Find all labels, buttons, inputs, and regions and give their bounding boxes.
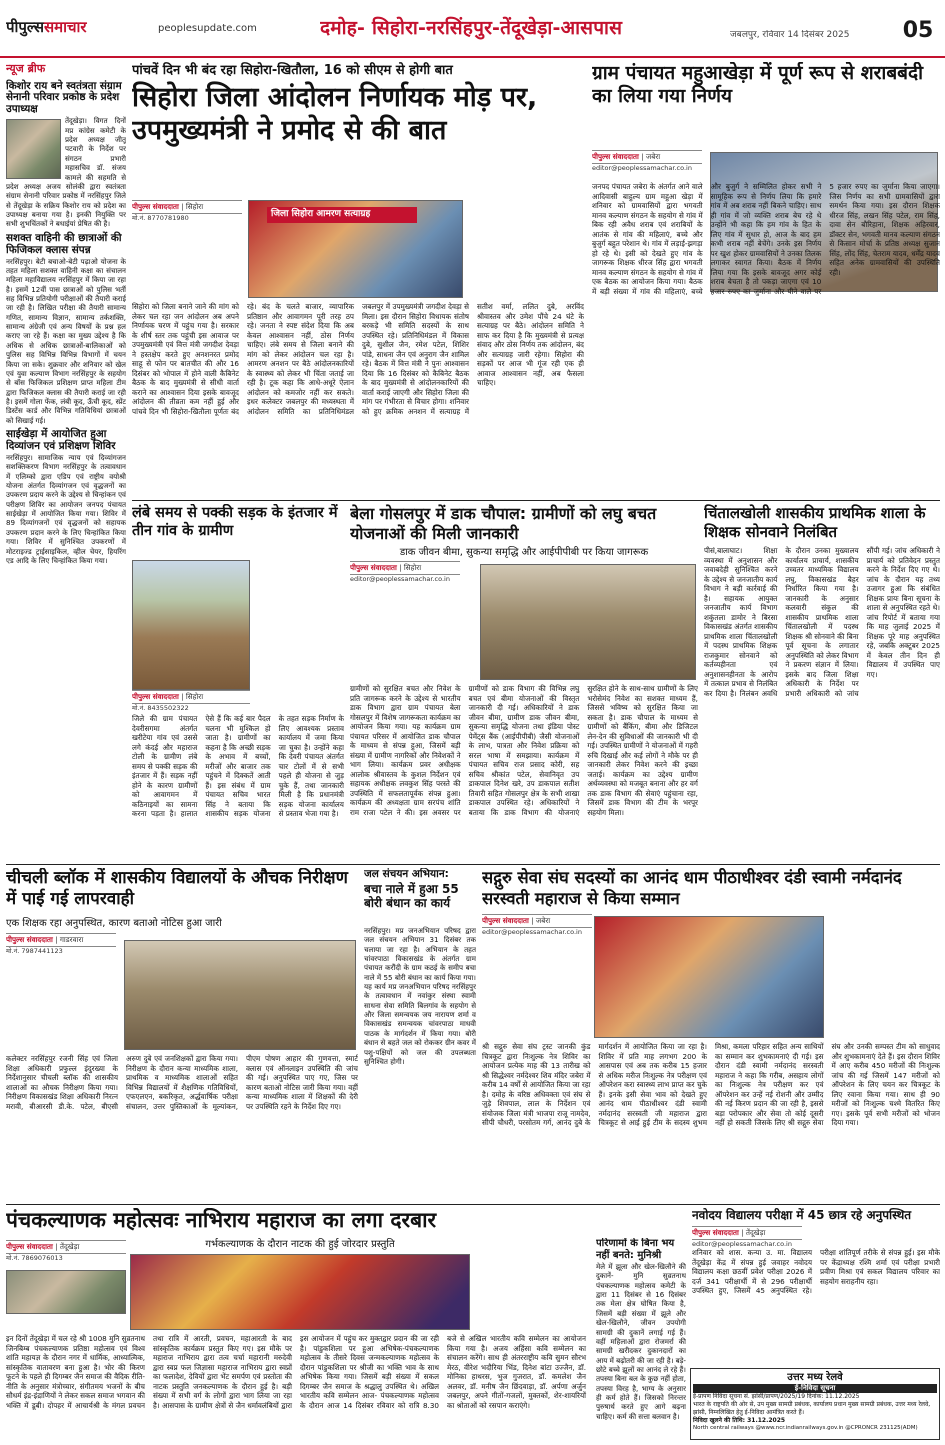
story-photo-meeting: [480, 564, 696, 680]
story-headline: ग्राम पंचायत महुआखेड़ा में पूर्ण रूप से शराबबंदी का लिया गया निर्णय: [592, 62, 924, 107]
story-kicker: पांचवें दिन भी बंद रहा सिहोरा-खितौला, 16 को सीएम से होगी बात: [132, 63, 453, 78]
byline-mobile: मो.नं. 7987441123: [6, 946, 63, 955]
brief-body: तेंदूखेड़ा। विगत दिनों मप्र कांग्रेस कमेटी के प्रदेश अध्यक्ष जीतू पटवारी के निर्देश पर संगठन प्रभारी महासचिव डॉ. संजय कामले की सहमति से प्रदेश अध्यक्ष अजय सोलंकी द्वारा स्वतंत्रता संग्राम सेनानी परिवार प्रकोष्ठ में नरसिंहपुर जिले से तेंदूखेड़ा के सक्रिय किशोर राय को प्रदेश का उपाध्यक्ष बनाया गया है। इनकी नियुक्ति पर सभी शुभचिंतकों ने बधाईयां प्रेषित की है।: [6, 116, 126, 229]
story-byline: पीपुल्स संवाददाता | जबेरा editor@peoplessamachar.co.in: [482, 914, 592, 936]
dateline: जबलपुर, रविवार 14 दिसंबर 2025: [730, 30, 850, 40]
story-byline: पीपुल्स संवाददाता | गाडरवारा मो.नं. 7987441123: [6, 933, 116, 955]
story-water-conservation: [364, 868, 476, 1200]
story-photo-classroom: [124, 940, 356, 1050]
byline-mobile: मो.नं. 7869076013: [6, 1253, 63, 1262]
story-headline: चिंतालखोली शासकीय प्राथमिक शाला के शिक्षक सोनवाने निलंबित: [704, 504, 926, 541]
ad-footer: North central railways @www.ncr.indianrailways.gov.in @CPRONCR 231125(ADM): [693, 1425, 918, 1432]
story-sadguru-seva: [482, 868, 940, 1200]
brief-headline: सशक्त वाहिनी की छात्राओं की फिजिकल क्लास संपन्न: [6, 231, 122, 256]
brief-body: नरसिंहपुर। बेटी बचाओ-बेटी पढ़ाओ योजना के तहत महिला सशक्त वाहिनी कक्षा का संचालन महिला महाविद्यालय नरसिंहपुर में किया जा रहा है। इसमें 12वीं पास छात्राओं को पुलिस भर्ती सह विभिन्न प्रतियोगी परीक्षाओं की तैयारी कराई जा रही है। लिखित परीक्षा की तैयारी सामान्य गणित, सामान्य विज्ञान, सामान्य तर्कशक्ति, सामान्य अंग्रेजी एवं अन्य विषयों के प्रश्न हल कराए जा रहे हैं। कक्षा का मुख्य उद्देश्य है कि अधिक से अधिक छात्राओं-बालिकाओं को पुलिस सह विभिन्न विभिन्न विभागों में चयन किया जा सके। शुक्रवार और शनिवार को खेल एवं युवा कल्याण विभाग नरसिंहपुर के सहयोग से बॉस फिजिकल प्रशिक्षण प्राप्त महिला टीम द्वारा फिजिकल क्लास की तैयारी कराई जा रही है। इसमें गोला फेंक, लंबी कूद, ऊँंची कूद, स्प्रेंट डिस्टेंस कार्ड और विभिन्न गतिविधियां छात्राओं को सिखाई गई।: [6, 256, 126, 425]
story-byline: पीपुल्स संवाददाता | सिहोरा मो.नं. 8435502322: [132, 690, 250, 712]
story-subhead: डाक जीवन बीमा, सुकन्या समृद्धि और आईपीपीबी पर किया जागरूक: [399, 547, 649, 558]
story-school-inspection: [6, 868, 358, 1200]
story-teacher-suspended: [704, 504, 940, 860]
story-photo-procession: [6, 1270, 126, 1314]
story-photo-felicitation: [594, 916, 824, 1038]
story-byline: पीपुल्स संवाददाता | सिहोरा editor@peoplessamachar.co.in: [350, 561, 460, 583]
byline-email: editor@peoplessamachar.co.in: [350, 574, 450, 583]
story-headline: चीचली ब्लॉक में शासकीय विद्यालयों के औचक निरीक्षण में पाई गई लापरवाही: [6, 868, 348, 910]
story-body: शनिवार को शास. कन्या उ. मा. विद्यालय तेंदूखेड़ा केंद्र में संपन्न हुई जवाहर नवोदय विद्यालय कक्षा छठवीं प्रवेश परीक्षा 2026 में दर्ज 341 परीक्षार्थी में से 296 परीक्षार्थी उपस्थित हुए, जिसमें 45 अनुपस्थित रहे। परीक्षा शांतिपूर्ण तरीके से संपन्न हुई। इस मौके पर केंद्राध्यक्ष रश्मि शर्मा एवं परीक्षा प्रभारी प्रवीण मिश्रा एवं सकल विद्यालय परिवार का सहयोग सराहनीय रहा।: [692, 1248, 940, 1296]
section-divider: [6, 864, 940, 865]
ad-title: उत्तर मध्य रेलवे: [787, 1372, 843, 1383]
story-kicker: जल संचयन अभियान:: [364, 868, 449, 880]
brief-portrait-photo: [6, 119, 61, 179]
website-label: peoplesupdate.com: [158, 23, 257, 34]
ad-subtitle: ई-निविदा सूचना: [693, 1384, 937, 1393]
story-byline: पीपुल्स संवाददाता | तेंदूखेड़ा मो.नं. 7869076013: [6, 1240, 126, 1262]
story-body: नरसिंहपुर। मप्र जनअभियान परिषद द्वारा जल संचयन अभियान 31 दिसंबर तक चलाया जा रहा है। अभियान के तहत चांवरपाठा विकासखंड के अंतर्गत ग्राम पंचायत करौंदी के ग्राम कठई के समीप बचा नाले में 55 बोरी बंधान का कार्य किया गया। यह कार्य मप्र जनअभियान परिषद नरसिंहपुर के तत्वावधान में नवांकुर संस्था स्वामी साधना सेवा समिति बिलगांव के सहयोग से और जिला समन्वयक जय नारायण शर्मा व विकासखंड समन्वयक चांवरपाठा माधवी पाठक के मार्गदर्शन में किया गया। बोरी बंधान से बहते जल को रोककर ग्रीन कवर में पशु-पक्षियों को जल की उपलब्धता सुनिश्चित होगी।: [364, 925, 476, 1066]
story-headline: नवोदय विद्यालय परीक्षा में 45 छात्र रहे अनुपस्थित: [692, 1208, 912, 1222]
story-headline: बेला गोसलपुर में डाक चौपाल: ग्रामीणों को लघु बचत योजनाओं की मिली जानकारी: [350, 504, 657, 543]
news-brief-tag: न्यूज ब्रीफ: [6, 62, 46, 75]
story-body: जिले की ग्राम पंचायत देवरीसगमा अंतर्गत खरीटेया गांव एवं उससे लगे कंदई और महाराज टोली के ग्रामीण लंबे समय से पक्की सड़क की इंतजार में हैं। सड़क नहीं होने के कारण ग्रामीणों को आवागमन में कठिनाइयों का सामना करना पड़ता है। हालात ऐसे हैं कि कई बार पैदल चलना भी मुश्किल हो जाता है। ग्रामीणों का कहना है कि अच्छी सड़क के अभाव में बच्चों, मरीजों और बाजार तक पहुंचने में दिक्कतें आती हैं। इस संबंध में ग्राम पंचायत सचिव भारत सिंह ने बताया कि शासकीय सड़क योजना के तहत सड़क निर्माण के लिए आवश्यक प्रस्ताव कार्यालय में जमा किया जा चुका है। उन्होंने कहा कि देवरी पंचायत अंतर्गत चार टोलों में से सभी पहले ही योजना से जुड़ चुके हैं, तथा जानकारी मिली है कि प्रधानमंत्री सड़क योजना कार्यालय से प्रस्ताव भेजा गया है।: [132, 714, 344, 818]
story-navodaya-exam: [692, 1208, 940, 1366]
masthead: [0, 0, 945, 58]
story-photo-protest: [248, 200, 463, 298]
brief-headline: साईखेड़ा में आयोजित हुआ दिव्यांजन एवं प्रशिक्षण शिविर: [6, 428, 116, 453]
story-subhead: एक शिक्षक रहा अनुपस्थित, कारण बताओ नोटिस हुआ जारी: [6, 918, 222, 929]
byline-mobile: मो.नं. 8770781980: [132, 213, 189, 222]
story-panchkalyanak: [6, 1208, 686, 1442]
byline-email: editor@peoplessamachar.co.in: [482, 927, 582, 936]
story-body: सिहोरा को जिला बनाने जाने की मांग को लेकर चल रहा जन आंदोलन अब अपने निर्णायक चरण में पहुंच गया है। सरकार के शीर्ष स्तर तक पहुंची इस आवाज पर उपमुख्यमंत्री एवं वित्त मंत्री जगदीश देवड़ा ने हस्तक्षेप करते हुए अनशनरत प्रमोद साहू से फोन पर बातचीत की और 16 दिसंबर को भोपाल में होने वाली कैबिनेट बैठक के बाद मुख्यमंत्री से सीधी वार्ता कराने का आश्वासन दिया इसके बावजूद आंदोलन की तीव्रता कम नहीं हुई और पांचवे दिन भी सिहोरा-खितौला पूर्णतः बंद रहे। बंद के चलते बाजार, व्यापारिक प्रतिष्ठान और आवागमन पूरी तरह ठप रहे। जनता ने स्पष्ट संदेश दिया कि अब केवल आश्वासन नहीं, ठोस निर्णय चाहिए। लंबे समय से जिला बनाने की मांग को लेकर आंदोलन चल रहा है। आमरण अनशन पर बैठे आंदोलनकारियों के स्वास्थ्य को लेकर भी चिंता जताई जा रही है। टूक कहा कि आधे-अधूरे ऐलान आंदोलन को कमजोर नहीं कर सकते। इधर कलेक्टर जबलपुर की मध्यस्थता में आंदोलन समिति का प्रतिनिधिमंडल जबलपुर में उपमुख्यमंत्री जगदीश देवड़ा से मिला। इस दौरान सिहोरा विधायक संतोष बरकड़े भी समिति सदस्यों के साथ उपस्थित रहे। प्रतिनिधिमंडल में विकास दुबे, सुशील जैन, रमेश पटेल, शिशिर पांडे, साधना जैन एवं अनुराग जैन शामिल रहे। बैठक में वित्त मंत्री ने पुनः आश्वासन दिया कि 16 दिसंबर को कैबिनेट बैठक के बाद मुख्यमंत्री से आंदोलनकारियों की वार्ता कराई जाएगी और सिहोरा जिला की मांग पर गंभीरता से विचार होगा। शनिवार को हुए क्रमिक अनशन में सत्याग्रह में सतीश वर्मा, ललित दुबे, अरविंद श्रीवास्तव और उमेश पौंचे 24 घंटे के सत्याग्रह पर बैठे। आंदोलन समिति ने साफ कर दिया है कि मुख्यमंत्री से प्रत्यक्ष संवाद और ठोस निर्णय तक आंदोलन, बंद और सत्याग्रह जारी रहेगा। सिहोरा की सड़कों पर आज भी गूंज रही एक ही आवाज आश्वासन नहीं, अब फैसला चाहिए।: [132, 302, 584, 416]
story-headline: पंचकल्याणक महोत्सवः नाभिराय महाराज का लगा दरबार: [6, 1208, 437, 1232]
ad-reference: ई-प्रापण निविदा सूचना सं. झांसी/प्रापण/2025/19 दिनांक: 11.12.2025: [693, 1393, 860, 1401]
story-headline: बचा नाले में हुआ 55 बोरी बंधान का कार्य: [364, 881, 459, 911]
story-road-demand: [132, 504, 344, 860]
story-subhead: गर्भकल्याणक के दौरान नाटक की हुई जोरदार प्रस्तुति: [205, 1239, 395, 1250]
byline-email: editor@peoplessamachar.co.in: [692, 1239, 792, 1248]
brief-body: नरसिंहपुर। सामाजिक न्याय एवं दिव्यांगजन सशक्तिकरण विभाग नरसिंहपुर के तत्वावधान में एलिम्को द्वारा एडिप एवं राष्ट्रीय वयोश्री योजना अंतर्गत दिव्यांगजन एवं वृद्धजनों का उपकरण प्रदाय करने के उद्देश्य से चिन्हांकन एवं परीक्षण शिविर का आयोजन जनपद पंचायत साईखेड़ा में आयोजित किया गया। शिविर में 89 दिव्यांगजनों एवं वृद्धजनों को सहायक उपकरण प्रदान करने के लिए चिन्हांकित किया गया। शिविर में सुनिश्चित उपकरणों में मोटराइज्ड ट्राईसाइकिल, व्हील चेयर, हियरिंग एड आदि के लिए चिन्हांकित किया गया।: [6, 452, 126, 565]
page-number: 05: [902, 18, 934, 43]
byline-email: editor@peoplessamachar.co.in: [592, 163, 692, 172]
story-body: इन दिनों तेंदूखेड़ा में चल रहे श्री 1008 मुनि सुव्रतनाथ जिनबिम्ब पंचकल्याणक प्रतिष्ठा महोत्सव एवं विश्व शांति महायज्ञ के दौरान नगर में धार्मिक, आध्यात्मिक, सांस्कृतिक वातावरण बना हुआ है। भोर की किरण फूटने के पहले ही दिगम्बर जैन समाज की वैदिक रीति-नीति के अनुसार मंत्रोच्चार, संगीतमय भजनों के बीच सौधर्म इंद्र-इंद्राणियों ने लेकर सकल समाज भगवान की भक्ति में डूबी। दोपहर में आचार्यश्री के मंगल प्रवचन तथा रात्रि में आरती, प्रवचन, महाआरती के बाद सांस्कृतिक कार्यक्रम प्रस्तुत किए गए। इस मौके पर महाराज नाभिराय द्वारा तत्व चर्चा महारानी मरुदेवी द्वारा स्वप्न फल जिज्ञासा महाराज नाभिराय द्वारा स्वप्नों का फलादेश, देवियों द्वारा भेंट समर्पण एवं प्रस्तोता की नाटक प्रस्तुति जनकल्याणक के दौरान हुई है। बड़ी संख्या में सभी वर्ग के लोगों द्वारा भाग लिया जा रहा है। आसपास के ग्रामीण क्षेत्रों से जैन धर्मावलंबियों द्वारा इस आयोजन में पहुंच कर मुक्तद्वार प्रदान की जा रही है। पांडुकशिला पर हुआ अभिषेक-पंचकल्याणक महोत्सव के तीसरे दिवस जन्मकल्याणक महोत्सव के दौरान पांडुकशिला पर श्रीजी का भक्ति भाव के साथ अभिषेक किया गया। जिसमें बड़ी संख्या में सकल दिगम्बर जैन समाज के श्रद्धालु उपस्थित थे। अखिल भारतीय कवि सम्मेलन आज- पंचकल्याणक महोत्सव के दौरान आज 14 दिसंबर रविवार को रात्रि 8.30 बजे से अखिल भारतीय कवि सम्मेलन का आयोजन किया गया है। अजय अहिंसा कवि सम्मेलन का संचालन करेंगे। साथ ही अंतरराष्ट्रीय कवि सुमन सौरभ मेरठ, वीरेश भदौरिया भिंड, दिनेश बांटा उज्जैन, डॉ. मोनिका हाथरस, भुज गुजरात, डॉ. कमलेश जैन अलवर, डॉ. मनीष जैन छिंदवाड़ा, डॉ. अर्पणा अर्जुन जबलपुर, अपने गीतों-गजलों, मुक्तकों, शेर-शायरियों का श्रोताओं को रसपान कराएंगे।: [6, 1334, 586, 1410]
section-divider: [132, 500, 940, 501]
story-body: श्री सद्गुरु सेवा संघ ट्रस्ट जानकी कुंड चित्रकूट द्वारा निःशुल्क नेत्र शिविर का आयोजन प्रत्येक माह की 13 तारीख को श्री सिद्धेश्वर नर्मदेश्वर शिव मंदिर जबेरा में करीब 14 वर्षों से आयोजित किया जा रहा है। दमोह के वरिष्ठ अधिवक्ता एवं संघ से जुड़े शिवपाल, लाल के निर्देशन एवं संयोजक जिला मंत्री भाजपा राजू नामदेव, सीपी चौधरी, परसोतम गर्ग, आनंद दुबे के मार्गदर्शन में आयोजित किया जा रहा है। शिविर में प्रति माह लगभग 200 के आसपास एवं अब तक करीब 15 हजार से अधिक मरीज निःशुल्क नेत्र परीक्षण एवं ऑपरेशन करा स्वास्थ्य लाभ प्राप्त कर चुके हैं। इनके इसी सेवा भाव को देखते हुए आनंद धाम पीठाधीश्वर दंडी स्वामी नर्मदानंद सरस्वती जी महाराज द्वारा चित्रकूट से आई हुई टीम के सदस्य शुभम मिश्रा, कमला परिहार सहित अन्य साथियों का सम्मान कर शुभकामनाएं दी गई। इस दौरान दंडी स्वामी नर्मदानंद सरस्वती महाराज ने कहा कि गरीब, असहाय लोगों का निःशुल्क नेत्र परीक्षण कर एवं ऑपरेशन कर उन्हें नई रोशनी और उम्मीद की नई किरण प्रदान की जा रही है, इससे बड़ा परोपकार और सेवा तो कोई दूसरी नहीं हो सकती जिसके लिए श्री सद्गुरु सेवा संघ और उनकी सम्पस्त टीम को साधुवाद और शुभकामनाएं देते हैं। इस दौरान शिविर में आए करीब 450 मरीजों की निःशुल्क जांच की गई जिसमें 147 मरीजों को ऑपरेशन के लिए चयन कर चित्रकूट के लिए रवाना किया गया। साथ ही 90 मरीजों को निःशुल्क चश्मे वितरित किए गए। इसके पूर्व सभी मरीजों को भोजन दिया गया।: [482, 1042, 940, 1127]
story-headline: परिणामों के बिना भय नहीं बनते: मुनिश्री: [596, 1238, 675, 1261]
story-body: कलेक्टर नरसिंहपुर रजनी सिंह एवं जिला शिक्षा अधिकारी प्रफुल्ल इंदुरख्या के निर्देशानुसार चीचली ब्लॉक की शासकीय शालाओं का औचक निरीक्षण किया गया। निरीक्षण विकासखंड शिक्षा अधिकारी निरत्न मरावी, बीआरसी डी.के. पटेल, बीएसी अरुण दुबे एवं जनशिक्षकों द्वारा किया गया। निरीक्षण के दौरान कन्या माध्यमिक शाला, प्राथमिक व माध्यमिक शालाओं सहित विभिन्न विद्यालयों में शैक्षणिक गतिविधियों, एफएलएन, बकरिकृत, अर्द्धवार्षिक परीक्षा संचालन, उत्तर पुस्तिकाओं के मूल्यांकन, पीएम पोषण आहार की गुणवत्ता, स्मार्ट क्लास एवं ऑनलाइन उपस्थिति की जांच की गई। अनुपस्थित पाए गए, जिस पर कारण बताओ नोटिस जारी किया गया। वहीं कन्या माध्यमिक शाला में शिक्षकों की देरी पर उपस्थिति रहने के निर्देश दिए गए।: [6, 1054, 358, 1111]
story-body: पीसं,बालाघाट। शिक्षा व्यवस्था में अनुशासन और जवाबदेही सुनिश्चित करने के उद्देश्य से जनजातीय कार्य विभाग ने बड़ी कार्रवाई की है। सहायक आयुक्त जनजातीय कार्य विभाग शकुंतला डामोर ने बिरसा विकासखंड अंतर्गत शासकीय प्राथमिक शाला चिंतालखोली में पदस्थ प्राथमिक शिक्षक राजकुमार सोनवाने को कर्तव्यहीनता एवं अनुशासनहीनता के आरोप में तत्काल प्रभाव से निलंबित कर दिया है। निलंबन अवधि के दौरान उनका मुख्यालय कार्यालय प्राचार्य, शासकीय उच्चतर माध्यमिक विद्यालय लघु, विकासखंड बैहर निर्धारित किया गया है। जानकारी के अनुसार कलवारी संकुल की शासकीय प्राथमिक शाला चिंतालखोली में पदस्थ शिक्षक श्री सोनवाने की बिना पूर्व सूचना के लगातार अनुपस्थिति को लेकर विभाग ने प्रकरण संज्ञान में लिया। इसके बाद जिला शिक्षा अधिकारी के निर्देश पर प्रभारी अधिकारी को जांच सौंपी गई। जांच अधिकारी ने प्राचार्य को प्रतिवेदन प्रस्तुत करने के निर्देश दिए गए थे। जांच के दौरान यह तथ्य उजागर हुआ कि संबंधित शिक्षक प्रायः बिना सूचना के शाला से अनुपस्थित रहते थे। जांच रिपोर्ट में बताया गया कि माह जुलाई 2025 में शिक्षक पूरे माह अनुपस्थित रहे, जबकि अक्टूबर 2025 में केवल तीन दिन ही विद्यालय में उपस्थित पाए गए।: [704, 546, 940, 698]
newspaper-logo: पीपुल्ससमाचार: [6, 18, 87, 36]
brief-headline: किशोर राय बने स्वतंत्रता संग्राम सेनानी परिवार प्रकोष्ठ के प्रदेश उपाध्यक्ष: [6, 79, 122, 116]
byline-mobile: मो.नं. 8435502322: [132, 703, 189, 712]
story-postal-chaupal: [350, 504, 698, 860]
railway-tender-ad: [690, 1368, 940, 1440]
story-body: जनपद पंचायत जबेरा के अंतर्गत आने वाले आदिवासी बाहुल्य ग्राम महुआ खेड़ा में शनिवार को ग्रामवासियों द्वारा भगवती मानव कल्याण संगठन के सहयोग से गांव में बिक रही अवैध शराब एवं शराबियों के आतंक से गांव की महिलाएं, बच्चे और बुजुर्ग बहुत परेशान थे। गांव में लड़ाई-झगड़ा हो रहे थे। इसी को देखते हुए गांव के जागरूक शिक्षक धीरज सिंह द्वारा भगवती मानव कल्याण संगठन के सहयोग से गांव में एक बैठक का आयोजन किया गया। बैठक में बड़ी संख्या में गांव की महिलाएं, बच्चे और बुजुर्ग ने सम्मिलित होकर सभी ने सामूहिक रूप से निर्णय लिया कि हमारे गांव में अब शराब नहीं बिकने चाहिए। साथ ही गांव में जो व्यक्ति शराब बेच रहे थे उन्होंने भी कहा कि हम गांव के हित के लिए गांव में सुधार हो, आज के बाद हम कभी शराब नहीं बेचेंगे। उनके इस निर्णय पर खुश होकर ग्रामवासियों ने उनका तिलक लगाकर स्वागत किया। बैठक में निर्णय लिया गया कि इसके बावजूद अगर कोई शराब बेचता है तो पकड़ा जाएगा एवं 10 हजार रुपए का जुर्माना और पीने वाले पर 5 हजार रुपए का जुर्माना किया जाएगा। जिस निर्णय का सभी ग्रामवासियों द्वारा समर्थन किया गया। इस दौरान शिक्षक धीरज सिंह, लखन सिंह पटेल, राम सिंह, दावा सेन बौरिहाना, शिक्षक अहिरवार, डॉक्टर सेन, भगवती मानव कल्याण संगठन से किसान मोर्चा के प्रतिष्ठ अध्यक्ष सुजान सिंह, लोंद सिंह, चेतराम यादव, धर्मेंद्र यादव सहित अनेक ग्रामवासियों की उपस्थिति रही।: [592, 182, 940, 296]
story-byline: पीपुल्स संवाददाता | जबेरा editor@peoplessamachar.co.in: [592, 150, 702, 172]
story-byline: पीपुल्स संवाददाता | सिहोरा मो.नं. 8770781980: [132, 200, 242, 222]
section-divider: [6, 1204, 940, 1205]
story-side-piece: [596, 1238, 686, 1442]
ad-closing: निविदा खुलने की तिथि: 31.12.2025: [693, 1417, 786, 1425]
story-headline: सिहोरा जिला आंदोलन निर्णायक मोड़ पर, उपमुख्यमंत्री ने प्रमोद से की बात: [132, 82, 538, 146]
story-headline: लंबे समय से पक्की सड़क के इंतजार में तीन गांव के ग्रामीण: [132, 505, 338, 540]
section-title: दमोह- सिहोरा-नरसिंहपुर-तेंदूखेड़ा-आसपास: [320, 17, 623, 39]
ad-body: भारत के राष्ट्रपति की ओर से, उप मुख्य सामग्री प्रबंधक, कार्यालय प्रधान मुख्य सामग्री प्रबंधक, उत्तर मध्य रेलवे, झांसी, निम्नलिखित हेतु ई-निविदा आमंत्रित करते हैं।: [693, 1401, 931, 1417]
story-body-lead: [132, 220, 242, 300]
story-photo-road: [132, 560, 250, 690]
story-body: मेले में झूला और खेल-खिलौने की दुकानें- मुनि सुव्रतनाथ पंचकल्याणक महोत्सव कमेटी के द्वारा 11 दिसंबर से 16 दिसंबर तक मेला क्षेत्र घोषित किया है, जिसमें बड़ी संख्या में झूले और खेल-खिलौने, जीवन उपयोगी सामग्री की दुकानें लगाई गई हैं। वहीं महिलाओं द्वारा रोजमर्रा की सामग्री खरीदकर दुकानदारों का आय में बढ़ोतरी की जा रही है। बड़े-छोटे बच्चे झूलों का आनंद ले रहे हैं। तपस्या बिना बल के कुछ नहीं होता, तपस्या विरह है, भाग्य के अनुसार ही कर्म होते हैं। जिसको निरन्तर पुरुषार्थ करते हुए आगे बढ़ना चाहिए। कर्म की सत्ता बलवान है।: [596, 1262, 686, 1421]
story-body: ग्रामीणों को सुरक्षित बचत और निवेश के प्रति जागरूक करने के उद्देश्य से भारतीय डाक विभाग द्वारा ग्राम पंचायत बेला गोसलपुर में विशेष जागरूकता कार्यक्रम का आयोजन किया गया। यह कार्यक्रम ग्राम पंचायत परिसर में आयोजित डाक चौपाल के माध्यम से संपन्न हुआ, जिसमें बड़ी संख्या में ग्रामीण नागरिकों और निवेशकों ने भाग लिया। कार्यक्रम प्रवर अधीक्षक आलोक श्रीवास्तव के कुशल निर्देशन एवं सहायक अधीक्षक लवकुश सिंह परस्ते की उपस्थिति में सफलतापूर्वक संपन्न हुआ। कार्यक्रम की अध्यक्षता ग्राम सरपंच शांति राम राजा पटेल ने की। इस अवसर पर ग्रामीणों को डाक विभाग की विभिन्न लघु बचत एवं बीमा योजनाओं की विस्तृत जानकारी दी गई। अधिकारियों ने डाक जीवन बीमा, ग्रामीण डाक जीवन बीमा, सुकन्या समृद्धि योजना तथा इंडिया पोस्ट पेमेंट्स बैंक (आईपीपीबी) जैसी योजनाओं के लाभ, पात्रता और निवेश प्रक्रिया को सरल भाषा में समझाया। कार्यक्रम में पंचायत सचिव राज प्रसाद कोरी, सह सचिव श्रीकांत पटेल, सेवानिवृत उप डाकपाल दिनेश खरे, उप डाकपाल सतीश तिवारी सहित गोसलपुर क्षेत्र के सभी शाखा डाकपाल उपस्थित रहे। अधिकारियों ने बताया कि डाक विभाग की योजनाएं सुरक्षित होने के साथ-साथ ग्रामीणों के लिए भरोसेमंद निवेश का सशक्त माध्यम हैं, जिससे भविष्य को सुरक्षित किया जा सकता है। डाक चौपाल के माध्यम से ग्रामीणों को बैंकिंग, बीमा और डिजिटल लेन-देन की सुविधाओं की जानकारी भी दी गई। उपस्थित ग्रामीणों ने योजनाओं में गहरी रुचि दिखाई और कई लोगों ने मौके पर ही जानकारी लेकर निवेश करने की इच्छा जताई। कार्यक्रम का उद्देश्य ग्रामीण अर्थव्यवस्था को मजबूत बनाना और हर वर्ग तक डाक विभाग की सेवाएं पहुंचाना रहा, जिसमें डाक विभाग की टीम के भरपूर सहयोग मिला।: [350, 684, 698, 817]
story-sihora-district: [132, 62, 584, 496]
story-photo-stage: [130, 1254, 470, 1330]
story-byline: पीपुल्स संवाददाता | तेंदूखेड़ा editor@peoplessamachar.co.in: [692, 1226, 802, 1248]
story-headline: सद्गुरु सेवा संघ सदस्यों का आनंद धाम पीठाधीश्वर दंडी स्वामी नर्मदानंद सरस्वती महाराज से किया सम्मान: [482, 868, 902, 908]
story-liquor-ban: [592, 62, 940, 496]
photo-banner-text: जिला सिहोरा आमरण सत्याग्रह: [267, 207, 417, 223]
